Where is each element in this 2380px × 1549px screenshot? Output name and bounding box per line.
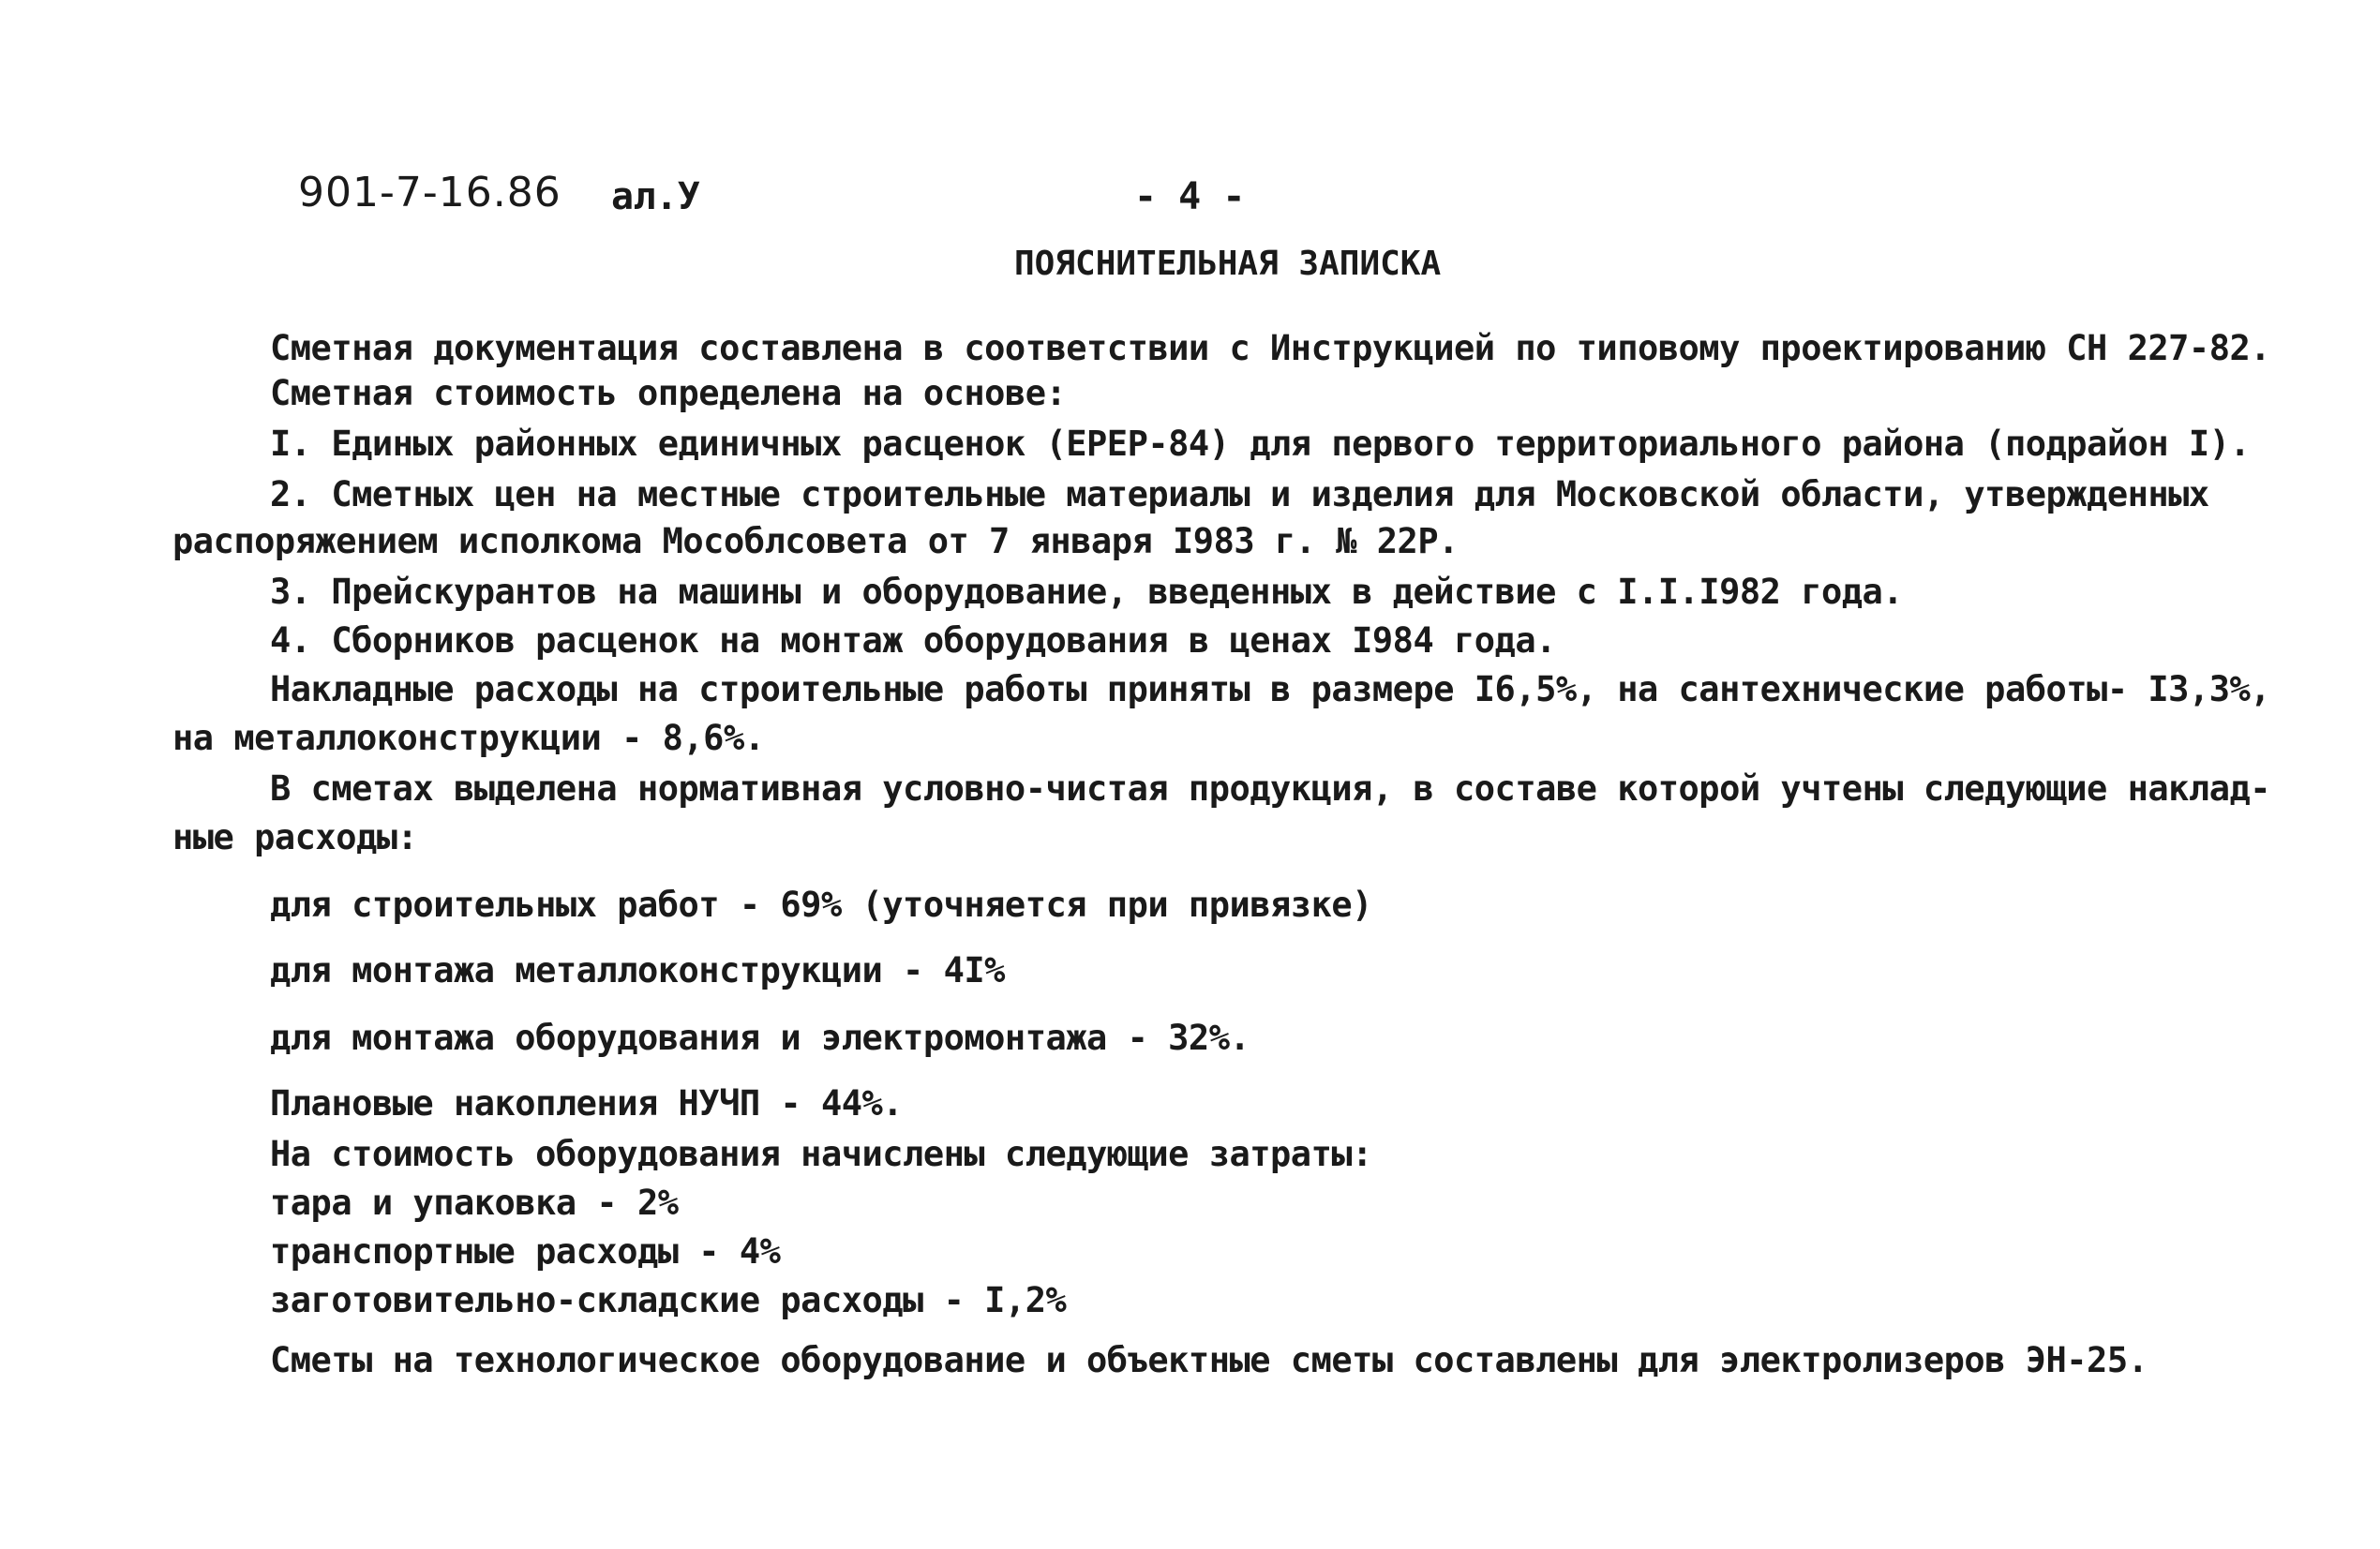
paragraph-line: Сметная стоимость определена на основе: bbox=[270, 373, 1067, 413]
page-number: - 4 - bbox=[1134, 175, 1245, 218]
album-number: ал.У bbox=[611, 175, 700, 218]
list-item: 2. Сметных цен на местные строительные материалы и изделия для Московской области, утвержденных bbox=[270, 474, 2209, 514]
list-item: заготовительно-складские расходы - I,2% bbox=[270, 1280, 1067, 1320]
paragraph-line: На стоимость оборудования начислены следующие затраты: bbox=[270, 1134, 1372, 1174]
document-title: ПОЯСНИТЕЛЬНАЯ ЗАПИСКА bbox=[1014, 245, 1442, 283]
paragraph-line: на металлоконструкции - 8,6%. bbox=[172, 718, 765, 758]
list-item: для монтажа оборудования и электромонтажа - 32%. bbox=[270, 1018, 1250, 1058]
list-item: 4. Сборников расценок на монтаж оборудования в ценах I984 года. bbox=[270, 620, 1556, 661]
paragraph-line: Сметы на технологическое оборудование и объектные сметы составлены для электролизеров ЭН-25. bbox=[270, 1340, 2148, 1380]
document-code: 901-7-16.86 bbox=[298, 169, 561, 216]
list-item: 3. Прейскурантов на машины и оборудование, введенных в действие с I.I.I982 года. bbox=[270, 572, 1904, 612]
list-item: для монтажа металлоконструкции - 4I% bbox=[270, 950, 1005, 990]
list-item: тара и упаковка - 2% bbox=[270, 1183, 679, 1223]
list-item-continuation: распоряжением исполкома Мособлсовета от 7 января I983 г. № 22Р. bbox=[172, 521, 1459, 561]
paragraph-line: ные расходы: bbox=[172, 817, 418, 857]
list-item: транспортные расходы - 4% bbox=[270, 1231, 781, 1272]
paragraph-line: Сметная документация составлена в соответствии с Инструкцией по типовому проектированию СН 227-82. bbox=[270, 328, 2271, 368]
paragraph-line: Плановые накопления НУЧП - 44%. bbox=[270, 1083, 904, 1124]
list-item: I. Единых районных единичных расценок (ЕРЕР-84) для первого территориального района (подрайон I). bbox=[270, 424, 2251, 464]
paragraph-line: Накладные расходы на строительные работы приняты в размере I6,5%, на сантехнические работы- I3,3%, bbox=[270, 669, 2271, 709]
list-item: для строительных работ - 69% (уточняется при привязке) bbox=[270, 885, 1372, 925]
paragraph-line: В сметах выделена нормативная условно-чистая продукция, в составе которой учтены следующие наклад- bbox=[270, 768, 2271, 809]
